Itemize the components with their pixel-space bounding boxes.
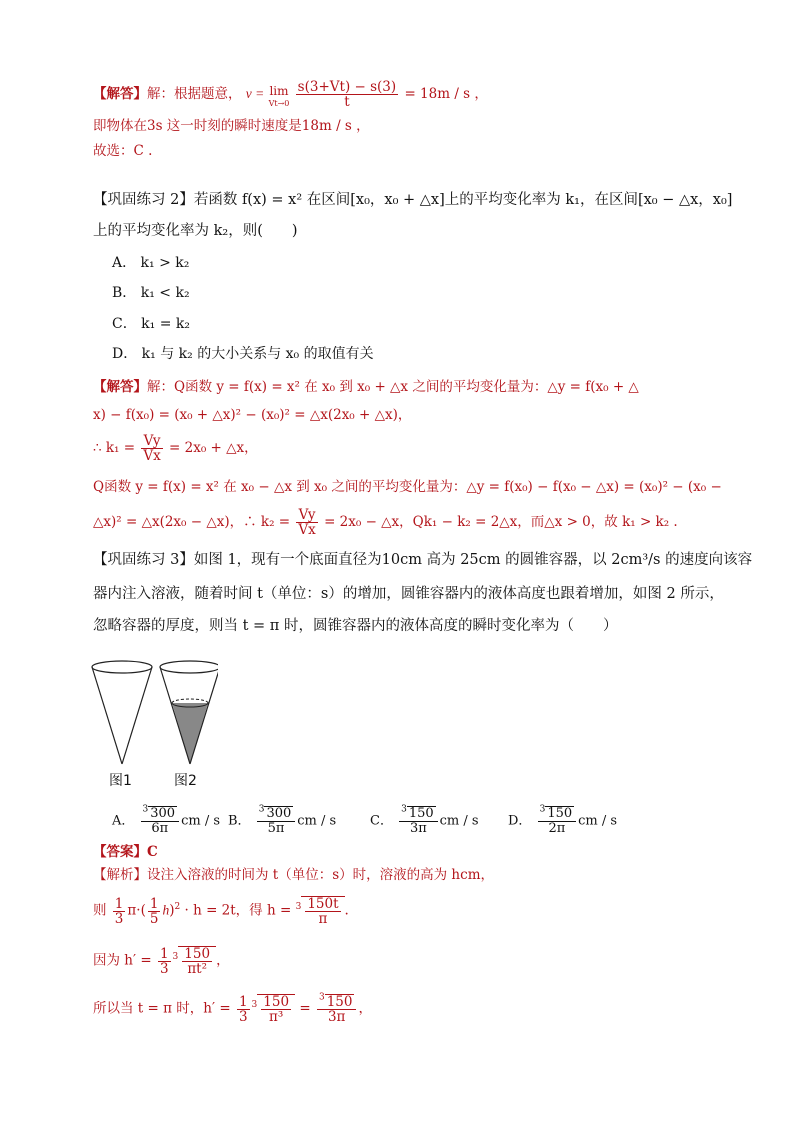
solution1-line2: 即物体在3s 这一时刻的瞬时速度是18m / s ，	[93, 118, 370, 134]
ex2-solution-line3: ∴ k₁ = $\frac{Vy}{Vx}$ = 2x₀ + △x，	[93, 433, 258, 464]
cone-figures	[88, 656, 218, 768]
solution-tag: 【解答】	[93, 86, 147, 102]
solution-text: 解：根据题意，	[147, 86, 242, 102]
ex3-option-a[interactable]: A． $\frac{^3 300}{6\pi}$ cm / s	[112, 804, 221, 836]
solution1-line3: 故选：C .	[93, 143, 153, 159]
solution-tag: 【解答】	[93, 379, 147, 395]
result: = 18m / s ，	[404, 86, 488, 102]
figure-1-label: 图1	[109, 773, 132, 789]
ex3-question-line3: 忽略容器的厚度，则当 t = π 时，圆锥容器内的液体高度的瞬时变化率为（ ）	[93, 618, 618, 634]
ex3-analysis-line4: 所以当 t = π 时，h′ = $\frac{1}{3}$ $^3$ $\frac{150}{\text{π³}}$ = $\frac{^3 150}{3\pi}$ ，	[93, 992, 372, 1025]
ex3-answer: 【答案】C	[93, 844, 158, 860]
ex3-question-line1: 【巩固练习 3】如图 1，现有一个底面直径为10cm 高为 25cm 的圆锥容器，以 2cm³/s 的速度向该容	[93, 552, 753, 568]
ex2-option-b[interactable]: B． k₁ < k₂	[112, 285, 190, 301]
ex2-solution-line1	[93, 378, 639, 396]
ex3-option-c[interactable]: C． $\frac{^3 150}{3\pi}$ cm / s	[370, 804, 479, 836]
ex3-analysis-line1: 【解析】设注入溶液的时间为 t（单位：s）时，溶液的高为 hcm，	[93, 867, 494, 883]
solution1-line1	[93, 80, 488, 109]
ex3-analysis-line2: 则 $\frac{1}{3}$ π·( $\frac{1}{5}$ h)$^2$ · h = 2t，得 h = $^3$ $\frac{150t}{\pi}$ .	[93, 895, 349, 927]
ex2-option-d[interactable]: D． k₁ 与 k₂ 的大小关系与 x₀ 的取值有关	[112, 346, 374, 362]
cone-figure-2	[160, 661, 218, 764]
ex2-solution-line5: △x)² = △x(2x₀ − △x)，∴ k₂ = $\frac{Vy}{Vx}$ = 2x₀ − △x，Qk₁ − k₂ = 2△x，而△x > 0，故 k₁ > k₂ .	[93, 507, 678, 538]
ex2-option-c[interactable]: C． k₁ = k₂	[112, 316, 190, 332]
ex3-option-b[interactable]: B． $\frac{^3 300}{5\pi}$ cm / s	[228, 804, 337, 836]
ex3-question-line2: 器内注入溶液，随着时间 t（单位：s）的增加，圆锥容器内的液体高度也跟着增加，如图 2 所示，	[93, 586, 724, 602]
solution-text: 解：Q函数 y = f(x) = x² 在 x₀ 到 x₀ + △x 之间的平均变化量为：△y = f(x₀ + △	[147, 379, 639, 395]
ex3-option-d[interactable]: D． $\frac{^3 150}{2\pi}$ cm / s	[508, 804, 618, 836]
ex3-analysis-line3: 因为 h′ = $\frac{1}{3}$ $^3$ $\frac{150}{\text{πt²}}$ ，	[93, 945, 230, 977]
ex2-solution-line2: x) − f(x₀) = (x₀ + △x)² − (x₀)² = △x(2x₀ + △x)，	[93, 407, 412, 423]
figure-2-label: 图2	[174, 773, 197, 789]
ex2-question-line2: 上的平均变化率为 k₂，则( )	[93, 223, 298, 239]
fraction: $\frac{s(3+Vt) - s(3)}{t}$	[297, 79, 397, 110]
ex2-question-line1: 【巩固练习 2】若函数 f(x) = x² 在区间[x₀，x₀ + △x]上的平均变化率为 k₁，在区间[x₀ − △x，x₀]	[93, 192, 733, 208]
velocity-eq: v =	[245, 86, 265, 101]
cone-figure-1	[92, 661, 152, 764]
ex2-option-a[interactable]: A． k₁ > k₂	[112, 255, 190, 271]
ex2-solution-line4: Q函数 y = f(x) = x² 在 x₀ − △x 到 x₀ 之间的平均变化量为：△y = f(x₀) − f(x₀ − △x) = (x₀)² − (x₀ −	[93, 479, 722, 495]
limit: lim Vt→0	[268, 83, 290, 108]
